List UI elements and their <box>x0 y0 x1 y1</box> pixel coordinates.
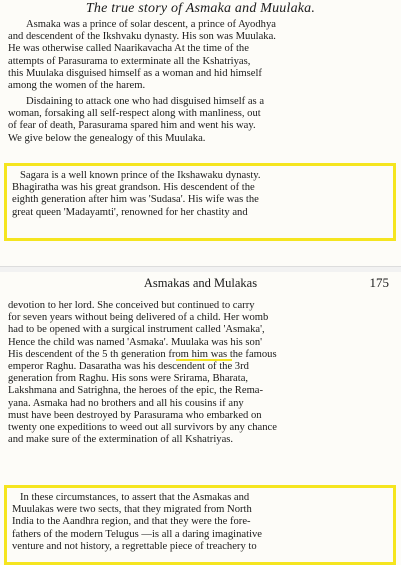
text-line: had to be opened with a surgical instrument called 'Asmaka', <box>8 324 265 336</box>
text-line: devotion to her lord. She conceived but continued to carry <box>8 300 255 311</box>
text-line: twenty one expeditions to weed out all survivors by any chance <box>8 422 277 434</box>
text-line: Muulakas were two sects, that they migrated from North <box>12 504 252 516</box>
text-line: His descendent of the 5 th generation from him was the famous <box>8 348 277 360</box>
text-line: great queen 'Madayamti', renowned for her chastity and <box>12 206 248 218</box>
text-line: among the women of the harem. <box>8 80 146 92</box>
paragraph-parasurama <box>8 96 401 145</box>
text-line: We give below the genealogy of this Muulaka. <box>8 132 206 144</box>
text-line: Bhagiratha was his great grandson. His descendent of the <box>12 182 255 194</box>
text-line: emperor Raghu. Dasaratha was his descendent of the 3rd <box>8 361 249 373</box>
text-line: He was otherwise called Naarikavacha At the time of the <box>8 43 249 55</box>
text-line: yana. Asmaka had no brothers and all his cousins if any <box>8 397 244 409</box>
text-line: generation from Raghu. His sons were Srirama, Bharata, <box>8 373 249 385</box>
text-line: this Muulaka disguised himself as a woman and hid himself <box>8 67 262 79</box>
text-line: woman, forsaking all self-respect along with manliness, out <box>8 108 261 120</box>
text-line: Asmaka was a prince of solar descent, a prince of Ayodhya <box>26 19 276 30</box>
text-line: eighth generation after him was 'Sudasa'. His wife was the <box>12 194 259 206</box>
asmaka-underline-mark <box>176 359 232 361</box>
paragraph-sagara-highlighted <box>12 170 388 219</box>
paragraph-asmaka-intro <box>8 19 401 92</box>
text-line: venture and not history, a regrettable piece of treachery to <box>12 540 257 552</box>
text-line: and descendent of the Ikshvaku dynasty. His son was Muulaka. <box>8 31 276 43</box>
text-line: In these circumstances, to assert that the Asmakas and <box>20 492 250 503</box>
chapter-title: The true story of Asmaka and Muulaka. <box>85 1 316 16</box>
text-line: fathers of the modern Telugus —is all a daring imaginative <box>12 528 263 540</box>
text-line: India to the Aandhra region, and that they were the fore- <box>12 516 251 528</box>
text-line: Lakshmana and Satrighna, the heroes of the epic, the Rema- <box>8 385 264 397</box>
text-line: attempts of Parasurama to exterminate all the Kshatriyas, <box>8 55 251 67</box>
text-line: and make sure of the extermination of all Kshatriyas. <box>8 434 234 446</box>
page-number: 175 <box>369 275 389 290</box>
text-line: of fear of death, Parasurama spared him and went his way. <box>8 120 256 132</box>
text-line: must have been destroyed by Parasurama who embarked on <box>8 409 262 421</box>
running-head: Asmakas and Mulakas <box>143 276 258 290</box>
text-line: Sagara is a well known prince of the Ikshawaku dynasty. <box>20 170 261 181</box>
text-line: for seven years without being delivered of a child. Her womb <box>8 312 269 324</box>
text-line: Disdaining to attack one who had disguised himself as a <box>26 96 265 107</box>
text-line-underlined: Hence the child was named 'Asmaka'. Muulaka was his son' <box>8 336 263 348</box>
paragraph-telugu-claim-highlighted <box>12 492 388 553</box>
paragraph-asmaka-birth <box>8 300 394 446</box>
